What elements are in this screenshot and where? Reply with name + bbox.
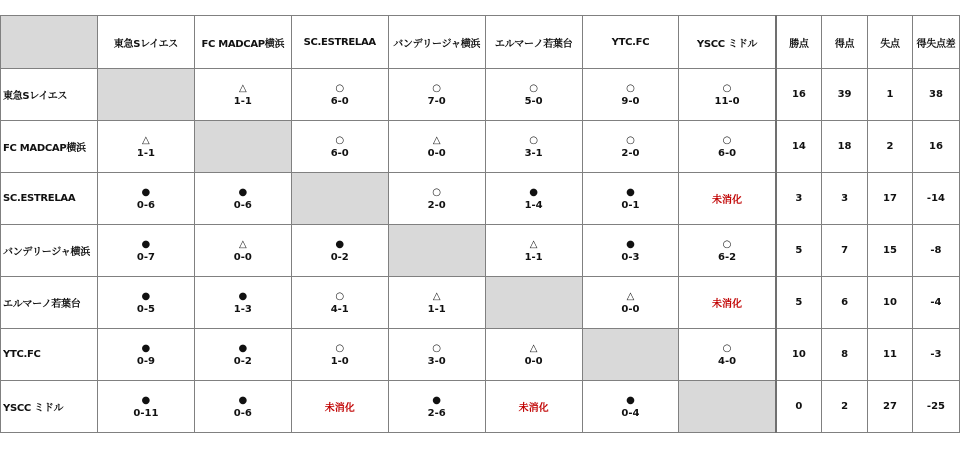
match-score: 0-2 <box>330 251 349 263</box>
stat-cell: 7 <box>822 225 868 277</box>
result-symbol: ● <box>626 238 635 250</box>
match-score: 1-1 <box>427 303 446 315</box>
result-cell <box>582 121 679 173</box>
result-cell <box>679 69 776 121</box>
result-symbol: ○ <box>432 82 442 94</box>
result-cell-pending <box>291 381 388 433</box>
stat-cell: 2 <box>868 121 913 173</box>
result-cell <box>97 121 194 173</box>
result-symbol: ● <box>238 290 248 302</box>
stat-cell: 3 <box>822 173 868 225</box>
result-symbol: ● <box>238 186 248 198</box>
pending-label: 未消化 <box>712 299 743 310</box>
match-score: 3-0 <box>427 355 446 367</box>
stat-cell: 16 <box>776 69 822 121</box>
result-symbol: ● <box>141 394 151 406</box>
self-match-cell <box>485 277 582 329</box>
result-cell-pending <box>679 277 776 329</box>
column-header-team: バンデリージャ横浜 <box>388 16 485 69</box>
match-score: 3-1 <box>524 147 543 159</box>
result-cell <box>388 329 485 381</box>
stat-cell: 0 <box>776 381 822 433</box>
row-header-team: YTC.FC <box>1 329 98 381</box>
result-symbol: ○ <box>626 82 635 94</box>
match-score: 6-0 <box>330 95 349 107</box>
result-cell <box>291 69 388 121</box>
result-cell <box>582 381 679 433</box>
match-score: 6-0 <box>717 147 737 159</box>
result-symbol: ○ <box>722 238 732 250</box>
result-symbol: ● <box>238 394 248 406</box>
match-score: 0-0 <box>524 355 543 367</box>
column-header-team: YTC.FC <box>582 16 679 69</box>
result-symbol: ● <box>626 186 635 198</box>
result-cell-pending <box>679 173 776 225</box>
match-score: 9-0 <box>621 95 640 107</box>
row-header-team: YSCC ミドル <box>1 381 98 433</box>
stat-cell: 1 <box>868 69 913 121</box>
table-row <box>1 225 960 277</box>
result-cell <box>97 277 194 329</box>
stat-cell: -4 <box>912 277 959 329</box>
league-standings-table <box>0 15 960 433</box>
result-symbol: ○ <box>529 82 538 94</box>
result-cell <box>485 173 582 225</box>
result-symbol: ● <box>529 186 538 198</box>
match-score: 0-6 <box>233 199 252 211</box>
column-header-stat: 勝点 <box>776 16 822 69</box>
match-score: 1-4 <box>524 199 543 211</box>
column-header-team: 東急Sレイエス <box>97 16 194 69</box>
stat-cell: -25 <box>912 381 959 433</box>
table-row <box>1 277 960 329</box>
result-symbol: △ <box>432 290 441 302</box>
match-score: 1-1 <box>233 95 252 107</box>
result-cell <box>679 329 776 381</box>
match-score: 2-6 <box>427 407 446 419</box>
result-cell <box>291 225 388 277</box>
column-header-stat: 得点 <box>822 16 868 69</box>
match-score: 2-0 <box>621 147 640 159</box>
column-header-team: FC MADCAP横浜 <box>194 16 291 69</box>
result-symbol: △ <box>626 290 635 302</box>
result-cell <box>582 69 679 121</box>
column-header-team: YSCC ミドル <box>679 16 776 69</box>
stat-cell: -14 <box>912 173 959 225</box>
result-cell <box>291 277 388 329</box>
column-header-team: SC.ESTRELAA <box>291 16 388 69</box>
result-cell <box>485 121 582 173</box>
result-symbol: ○ <box>432 186 442 198</box>
stat-cell: 11 <box>868 329 913 381</box>
stat-cell: 39 <box>822 69 868 121</box>
stat-cell: 27 <box>868 381 913 433</box>
column-header-team: エルマーノ若葉台 <box>485 16 582 69</box>
result-symbol: ○ <box>529 134 538 146</box>
match-score: 7-0 <box>427 95 446 107</box>
match-score: 1-1 <box>136 147 155 159</box>
stat-cell: 5 <box>776 277 822 329</box>
match-score: 1-3 <box>233 303 252 315</box>
match-score: 0-0 <box>233 251 252 263</box>
result-symbol: ○ <box>722 134 732 146</box>
stat-cell: -3 <box>912 329 959 381</box>
result-symbol: ● <box>432 394 442 406</box>
result-symbol: △ <box>142 134 150 146</box>
match-score: 0-2 <box>233 355 252 367</box>
result-symbol: ● <box>626 394 635 406</box>
result-cell <box>679 121 776 173</box>
result-cell <box>679 225 776 277</box>
self-match-cell <box>582 329 679 381</box>
result-cell <box>291 329 388 381</box>
result-symbol: ● <box>141 238 151 250</box>
result-symbol: ○ <box>335 342 345 354</box>
result-symbol: △ <box>432 134 441 146</box>
match-score: 4-0 <box>717 355 737 367</box>
self-match-cell <box>194 121 291 173</box>
result-symbol: ● <box>141 186 151 198</box>
table-row <box>1 329 960 381</box>
self-match-cell <box>291 173 388 225</box>
match-score: 1-1 <box>524 251 543 263</box>
stat-cell: 8 <box>822 329 868 381</box>
pending-label: 未消化 <box>324 403 355 414</box>
column-header-stat: 得失点差 <box>912 16 959 69</box>
result-cell <box>97 329 194 381</box>
match-score: 0-6 <box>136 199 155 211</box>
result-cell <box>194 225 291 277</box>
self-match-cell <box>97 69 194 121</box>
stat-cell: 14 <box>776 121 822 173</box>
result-symbol: △ <box>238 238 247 250</box>
result-cell <box>388 69 485 121</box>
row-header-team: 東急Sレイエス <box>1 69 98 121</box>
league-standings-table-container <box>0 15 960 433</box>
match-score: 0-4 <box>621 407 640 419</box>
match-score: 0-3 <box>621 251 640 263</box>
result-symbol: ○ <box>335 290 345 302</box>
match-score: 0-1 <box>621 199 640 211</box>
match-score: 5-0 <box>524 95 543 107</box>
match-score: 0-11 <box>133 407 159 419</box>
stat-cell: 10 <box>776 329 822 381</box>
result-cell <box>194 329 291 381</box>
match-score: 0-0 <box>427 147 446 159</box>
result-cell <box>291 121 388 173</box>
match-score: 0-5 <box>136 303 155 315</box>
result-symbol: △ <box>529 342 538 354</box>
result-cell <box>194 381 291 433</box>
row-header-team: SC.ESTRELAA <box>1 173 98 225</box>
result-cell <box>485 69 582 121</box>
result-cell <box>388 381 485 433</box>
match-score: 4-1 <box>330 303 349 315</box>
match-score: 2-0 <box>427 199 446 211</box>
row-header-team: FC MADCAP横浜 <box>1 121 98 173</box>
result-symbol: ○ <box>722 82 732 94</box>
result-symbol: ● <box>141 342 151 354</box>
result-cell <box>194 277 291 329</box>
stat-cell: 15 <box>868 225 913 277</box>
result-symbol: △ <box>529 238 538 250</box>
stat-cell: 5 <box>776 225 822 277</box>
result-symbol: ○ <box>335 134 345 146</box>
result-cell <box>194 173 291 225</box>
stat-cell: 38 <box>912 69 959 121</box>
result-cell <box>388 173 485 225</box>
stat-cell: 6 <box>822 277 868 329</box>
pending-label: 未消化 <box>518 403 549 414</box>
stat-cell: 18 <box>822 121 868 173</box>
corner-cell <box>1 16 98 69</box>
match-score: 6-0 <box>330 147 349 159</box>
result-cell <box>582 173 679 225</box>
table-row <box>1 69 960 121</box>
result-cell <box>194 69 291 121</box>
result-cell <box>97 225 194 277</box>
result-symbol: ● <box>335 238 345 250</box>
match-score: 0-9 <box>136 355 155 367</box>
result-cell <box>388 121 485 173</box>
match-score: 0-0 <box>621 303 640 315</box>
result-symbol: ○ <box>335 82 345 94</box>
stat-cell: 3 <box>776 173 822 225</box>
match-score: 6-2 <box>717 251 737 263</box>
result-cell <box>97 381 194 433</box>
result-cell <box>485 225 582 277</box>
table-row <box>1 173 960 225</box>
match-score: 1-0 <box>330 355 349 367</box>
match-score: 0-6 <box>233 407 252 419</box>
result-symbol: ○ <box>432 342 442 354</box>
pending-label: 未消化 <box>712 195 743 206</box>
result-cell <box>582 277 679 329</box>
stat-cell: 17 <box>868 173 913 225</box>
result-cell <box>388 277 485 329</box>
self-match-cell <box>388 225 485 277</box>
match-score: 11-0 <box>714 95 740 107</box>
result-symbol: ● <box>238 342 248 354</box>
result-symbol: ● <box>141 290 151 302</box>
stat-cell: 10 <box>868 277 913 329</box>
row-header-team: バンデリージャ横浜 <box>1 225 98 277</box>
result-cell <box>485 329 582 381</box>
result-symbol: ○ <box>722 342 732 354</box>
result-symbol: △ <box>238 82 247 94</box>
stat-cell: 2 <box>822 381 868 433</box>
stat-cell: -8 <box>912 225 959 277</box>
table-row <box>1 381 960 433</box>
table-row <box>1 121 960 173</box>
header-row <box>1 16 960 69</box>
result-cell-pending <box>485 381 582 433</box>
stat-cell: 16 <box>912 121 959 173</box>
result-symbol: ○ <box>626 134 635 146</box>
row-header-team: エルマーノ若葉台 <box>1 277 98 329</box>
column-header-stat: 失点 <box>868 16 913 69</box>
result-cell <box>582 225 679 277</box>
match-score: 0-7 <box>136 251 155 263</box>
self-match-cell <box>679 381 776 433</box>
result-cell <box>97 173 194 225</box>
